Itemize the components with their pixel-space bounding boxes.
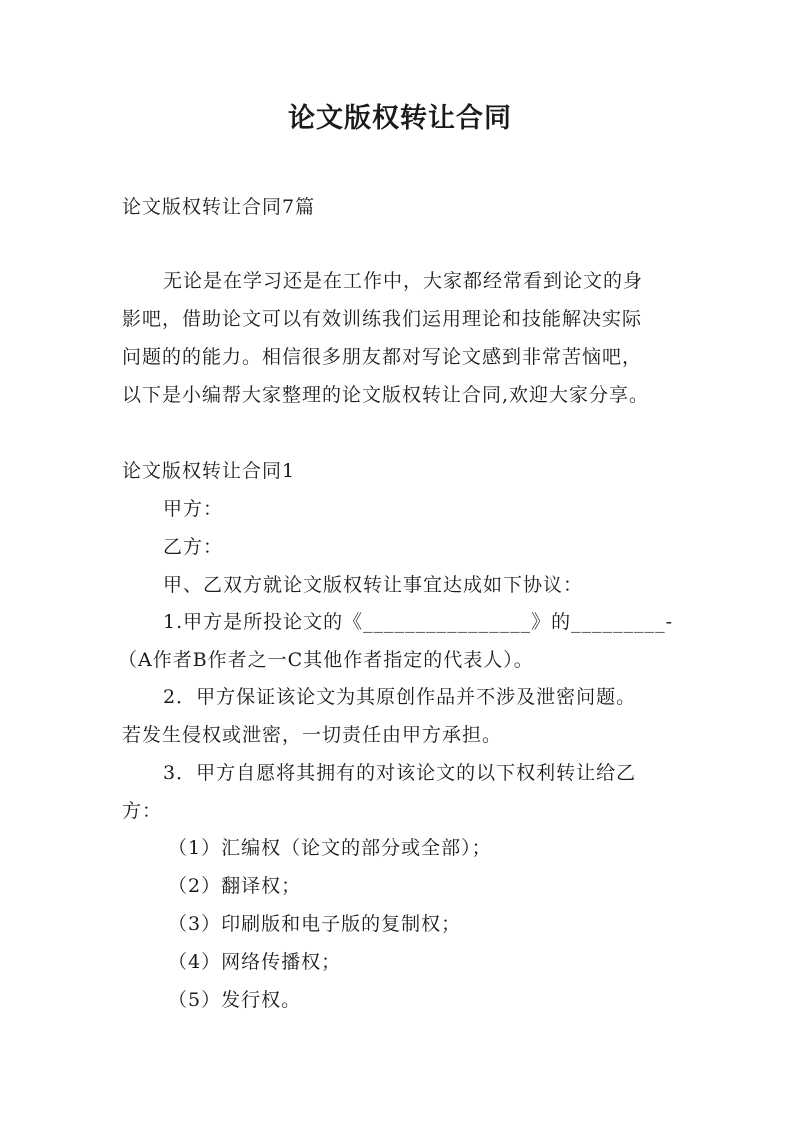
clause-3-line: 方： (122, 800, 163, 822)
document-subtitle: 论文版权转让合同7篇 (122, 196, 316, 218)
intro-line: 以下是小编帮大家整理的论文版权转让合同,欢迎大家分享。 (122, 384, 650, 406)
agreement-line: 甲、乙双方就论文版权转让事宜达成如下协议： (163, 574, 584, 596)
intro-line: 影吧，借助论文可以有效训练我们运用理论和技能解决实际 (122, 308, 643, 330)
clause-2-line: 2．甲方保证该论文为其原创作品并不涉及泄密问题。 (163, 686, 637, 708)
intro-line: 问题的的能力。相信很多朋友都对写论文感到非常苦恼吧， (122, 346, 643, 368)
party-b-label: 乙方： (163, 536, 224, 558)
rights-list-item: （4）网络传播权； (168, 951, 342, 973)
rights-list-item: （5）发行权。 (168, 989, 302, 1011)
rights-list-item: （3）印刷版和电子版的复制权； (168, 913, 462, 935)
clause-1-line: 1.甲方是所投论文的《________________》的_________- (163, 611, 674, 633)
document-title: 论文版权转让合同 (288, 103, 512, 134)
rights-list-item: （1）汇编权（论文的部分或全部）； (168, 837, 492, 859)
party-a-label: 甲方： (163, 498, 224, 520)
rights-list-item: （2）翻译权； (168, 875, 302, 897)
section-heading: 论文版权转让合同1 (122, 460, 296, 482)
clause-1-line: （A作者B作者之一C其他作者指定的代表人）。 (118, 649, 534, 671)
clause-2-line: 若发生侵权或泄密，一切责任由甲方承担。 (122, 724, 503, 746)
intro-line: 无论是在学习还是在工作中，大家都经常看到论文的身 (163, 270, 644, 292)
clause-3-line: 3．甲方自愿将其拥有的对该论文的以下权利转让给乙 (163, 762, 637, 784)
